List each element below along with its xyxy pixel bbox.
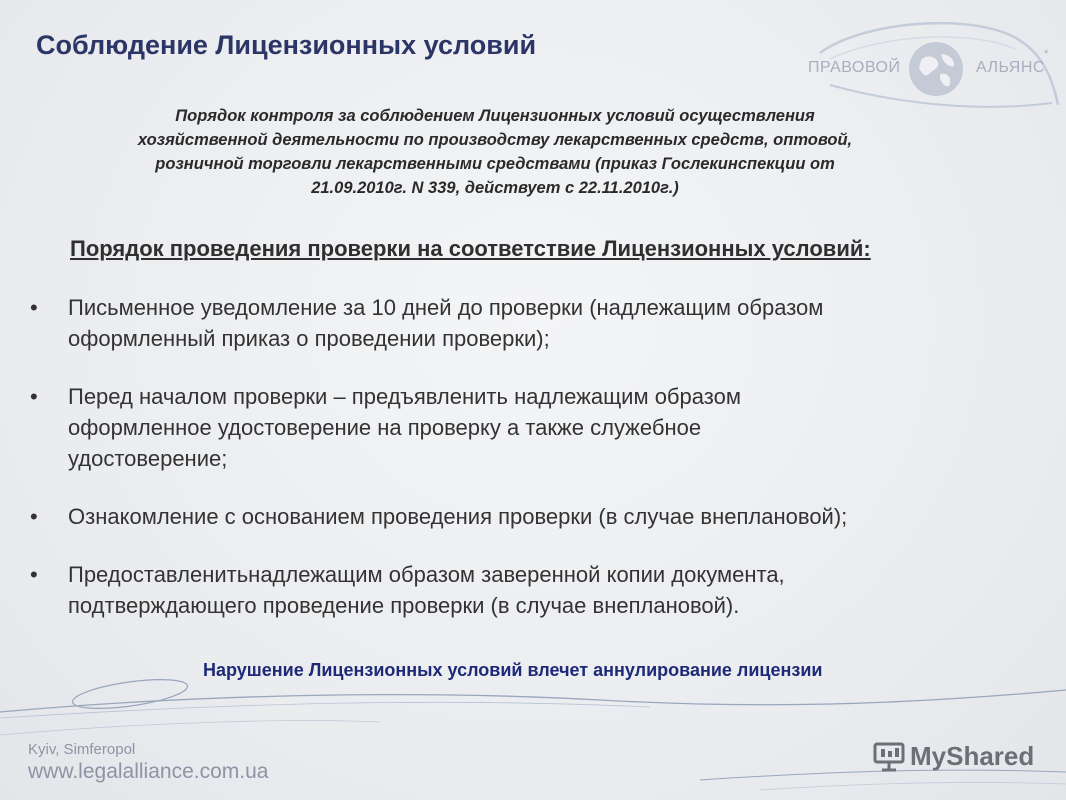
footer-city: Kyiv, Simferopol: [28, 741, 136, 758]
bullet-marker: •: [30, 384, 38, 409]
bullet-item: [30, 292, 1040, 354]
logo-word-right: АЛЬЯНС: [976, 59, 1045, 76]
footer-url[interactable]: www.legalalliance.com.ua: [28, 760, 269, 783]
bullet-line: Ознакомление с основанием проведения проверки (в случае внеплановой);: [68, 504, 848, 529]
bullet-list: [30, 292, 1040, 648]
bullet-marker: •: [30, 504, 38, 529]
bullet-item: [30, 559, 1040, 621]
svg-text:*: *: [1044, 48, 1049, 60]
bullet-item: [30, 381, 1040, 474]
subtitle-line: розничной торговли лекарственными средствами (приказ Гослекинспекции от: [155, 155, 835, 173]
bullet-line: Перед началом проверки – предъявленить надлежащим образом: [68, 384, 741, 409]
bullet-line: Письменное уведомление за 10 дней до проверки (надлежащим образом: [68, 295, 824, 320]
subtitle-line: Порядок контроля за соблюдением Лицензионных условий осуществления: [175, 107, 815, 125]
subtitle-line: 21.09.2010г. N 339, действует с 22.11.2010г.): [311, 179, 679, 197]
subtitle-line: хозяйственной деятельности по производству лекарственных средств, оптовой,: [137, 131, 853, 149]
page-title: Соблюдение Лицензионных условий: [36, 30, 537, 60]
conclusion-note: Нарушение Лицензионных условий влечет аннулирование лицензии: [203, 660, 823, 680]
bullet-item: [30, 501, 1040, 532]
presentation-board-icon: [872, 739, 906, 773]
bullet-marker: •: [30, 562, 38, 587]
logo-word-left: ПРАВОВОЙ: [808, 59, 901, 76]
watermark-text: MyShared: [910, 740, 1035, 771]
section-heading: Порядок проведения проверки на соответствие Лицензионных условий:: [70, 236, 871, 261]
globe-icon: [907, 40, 965, 98]
bullet-line: Предоставленитьнадлежащим образом заверенной копии документа,: [68, 562, 785, 587]
bullet-line: оформленное удостоверение на проверку а также служебное: [68, 415, 702, 440]
bullet-marker: •: [30, 295, 38, 320]
myshared-watermark: [872, 736, 1034, 776]
bullet-line: удостоверение;: [68, 446, 228, 471]
bullet-line: оформленный приказ о проведении проверки);: [68, 326, 550, 351]
document-subtitle: [20, 104, 970, 200]
bullet-line: подтверждающего проведение проверки (в случае внеплановой).: [68, 593, 740, 618]
